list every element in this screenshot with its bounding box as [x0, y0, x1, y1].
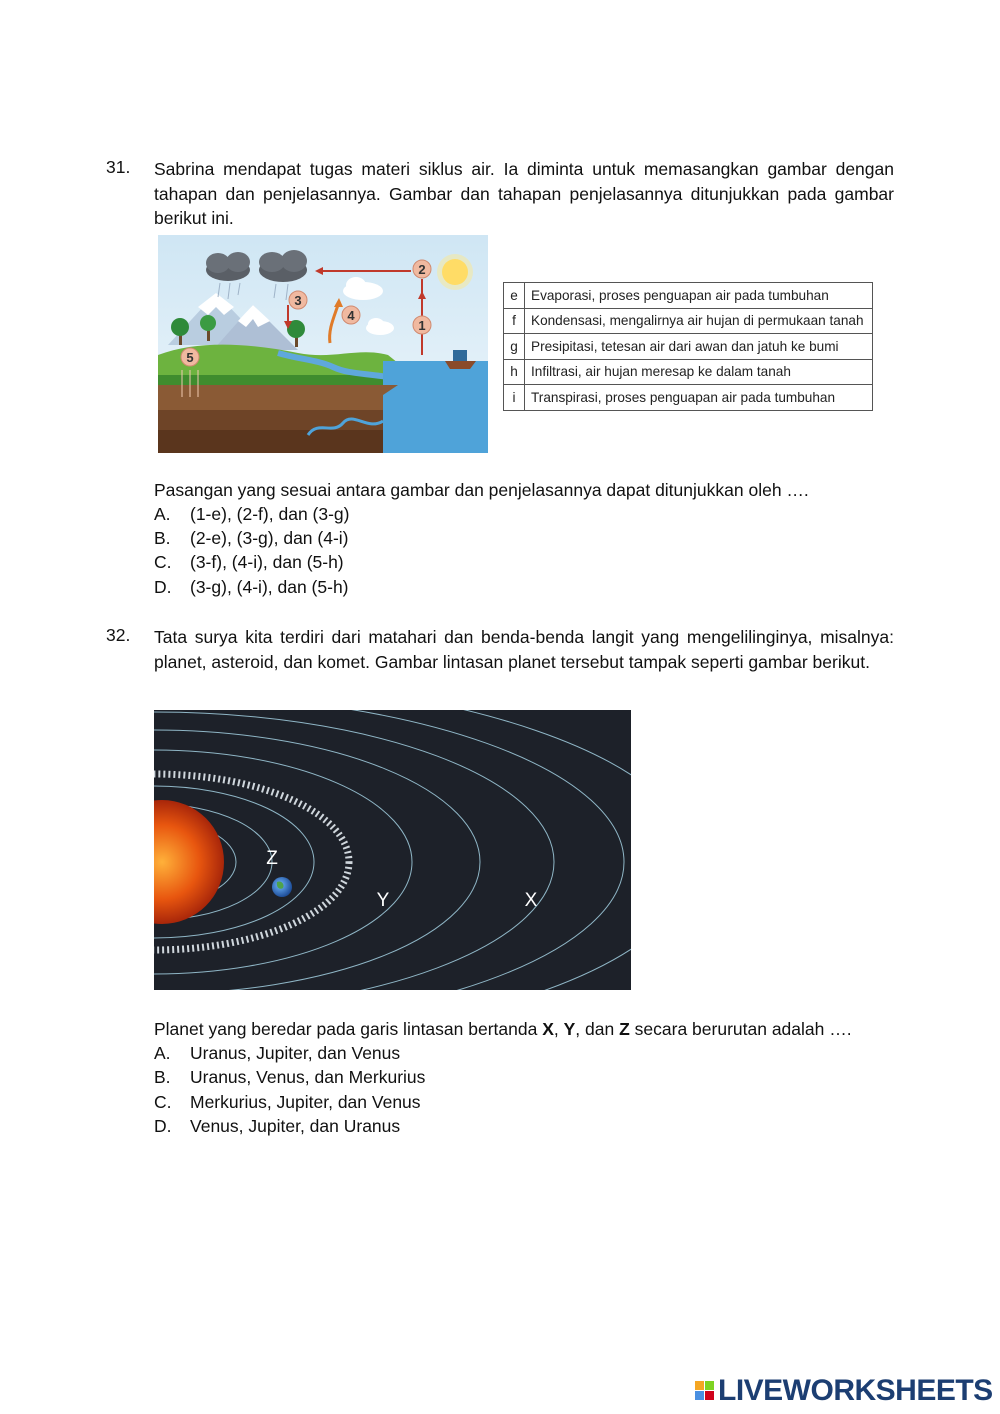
- logo-mark-icon: [694, 1374, 716, 1408]
- option-letter: C.: [154, 1092, 172, 1112]
- step-label-4: 4: [347, 308, 355, 323]
- water-cycle-figure: [158, 235, 488, 453]
- option-letter: D.: [154, 577, 172, 597]
- option-31-a[interactable]: [154, 502, 349, 526]
- stage-key: g: [504, 334, 525, 360]
- orbit-label-z: Z: [266, 848, 278, 869]
- option-letter: A.: [154, 504, 171, 524]
- option-letter: C.: [154, 552, 172, 572]
- question-31-stem: Sabrina mendapat tugas materi siklus air. Ia diminta untuk memasangkan gambar dengan tahapan dan penjelasannya. Gambar dan tahapan penjelasannya ditunjukkan pada gambar berikut ini.: [154, 159, 894, 228]
- question-31-prompt: Pasangan yang sesuai antara gambar dan penjelasannya dapat ditunjukkan oleh ….: [154, 480, 809, 500]
- stage-key: h: [504, 359, 525, 385]
- table-row: [504, 385, 873, 411]
- option-letter: B.: [154, 528, 171, 548]
- question-32-number: 32.: [106, 625, 131, 645]
- option-32-a[interactable]: [154, 1041, 400, 1065]
- stage-key: f: [504, 308, 525, 334]
- stage-description: Presipitasi, tetesan air dari awan dan jatuh ke bumi: [525, 334, 873, 360]
- stage-description: Infiltrasi, air hujan meresap ke dalam tanah: [525, 359, 873, 385]
- stage-table: [503, 282, 873, 411]
- table-row: [504, 334, 873, 360]
- brand-name: LIVEWORKSHEETS: [718, 1374, 993, 1407]
- option-letter: A.: [154, 1043, 171, 1063]
- option-31-c[interactable]: [154, 550, 344, 574]
- option-text: Uranus, Venus, dan Merkurius: [190, 1067, 426, 1087]
- option-32-b[interactable]: [154, 1065, 425, 1089]
- stage-description: Kondensasi, mengalirnya air hujan di permukaan tanah: [525, 308, 873, 334]
- step-label-5: 5: [186, 350, 194, 365]
- table-row: [504, 359, 873, 385]
- step-label-2: 2: [418, 262, 426, 277]
- option-text: Venus, Jupiter, dan Uranus: [190, 1116, 401, 1136]
- option-text: (1-e), (2-f), dan (3-g): [190, 504, 350, 524]
- table-row: [504, 308, 873, 334]
- table-row: [504, 283, 873, 309]
- option-letter: B.: [154, 1067, 171, 1087]
- option-text: (3-f), (4-i), dan (5-h): [190, 552, 344, 572]
- stage-key: i: [504, 385, 525, 411]
- option-31-d[interactable]: [154, 575, 349, 599]
- orbit-label-y: Y: [376, 890, 390, 911]
- step-label-3: 3: [294, 293, 302, 308]
- question-32-prompt: Planet yang beredar pada garis lintasan bertanda X, Y, dan Z secara berurutan adalah ….: [154, 1019, 852, 1039]
- question-32-stem: Tata surya kita terdiri dari matahari dan benda-benda langit yang mengelilinginya, misalnya: planet, asteroid, dan komet. Gambar lintasan planet tersebut tampak seperti gambar berikut.: [154, 627, 894, 672]
- orbit-label-x: X: [524, 890, 538, 911]
- option-31-b[interactable]: [154, 526, 349, 550]
- solar-system-figure: [154, 710, 631, 990]
- stage-description: Evaporasi, proses penguapan air pada tumbuhan: [525, 283, 873, 309]
- option-32-d[interactable]: [154, 1114, 400, 1138]
- step-label-1: 1: [418, 318, 426, 333]
- stage-key: e: [504, 283, 525, 309]
- option-text: (3-g), (4-i), dan (5-h): [190, 577, 349, 597]
- stage-description: Transpirasi, proses penguapan air pada tumbuhan: [525, 385, 873, 411]
- question-31-number: 31.: [106, 157, 131, 177]
- option-text: Uranus, Jupiter, dan Venus: [190, 1043, 401, 1063]
- option-text: (2-e), (3-g), dan (4-i): [190, 528, 349, 548]
- option-text: Merkurius, Jupiter, dan Venus: [190, 1092, 421, 1112]
- option-letter: D.: [154, 1116, 172, 1136]
- option-32-c[interactable]: [154, 1090, 421, 1114]
